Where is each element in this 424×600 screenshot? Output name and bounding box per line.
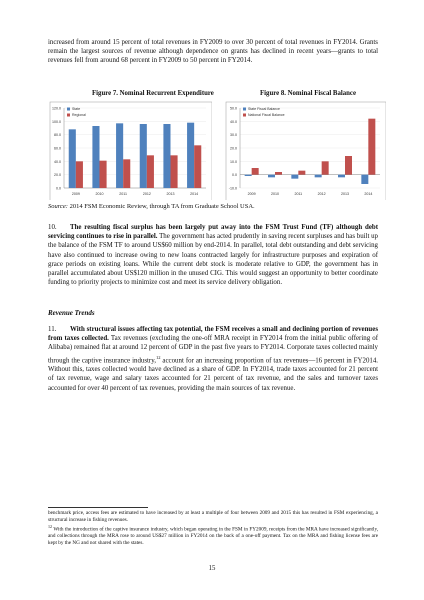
bar-2010-b [100,161,107,188]
bar-2013-a [338,175,345,178]
bar-2011-b [123,159,130,188]
bar-2012-a [140,124,147,188]
page-number: 15 [208,565,216,572]
figure-source [48,203,255,210]
y-tick-label: 0.0 [232,173,237,178]
y-tick-label: 20.0 [230,146,237,151]
x-tick-label: 2014 [190,192,199,196]
footnote-12 [48,524,378,547]
bar-2009-b [76,161,83,188]
paragraph-number: 10. [48,224,57,231]
footnote-number: 12 [48,523,52,529]
figure-7-chart [40,100,212,200]
bar-2011-a [116,123,123,188]
bar-2010-a [268,175,275,178]
x-tick-label: 2014 [364,192,373,196]
y-tick-label: 80.0 [54,133,61,138]
x-tick-label: 2013 [341,192,349,196]
x-tick-label: 2012 [142,192,151,196]
legend-swatch [243,108,246,111]
paragraph-lead: With structural issues affecting tax potential, the FSM receives a small and declining portion of revenues from taxes collected. [48,326,378,343]
y-tick-label: 60.0 [54,146,61,151]
bar-2013-a [163,124,170,188]
bar-2011-a [291,175,298,179]
y-tick-label: 10.0 [230,159,237,164]
y-tick-label: -10.0 [228,186,237,191]
bar-2013-b [345,156,352,175]
x-tick-label: 2013 [166,192,175,196]
bar-2012-b [147,155,154,188]
y-tick-label: 40.0 [230,119,237,124]
legend-label: National Fiscal Balance [248,113,285,117]
y-tick-label: 0.0 [56,186,61,191]
figure-7-caption: Figure 7. Nominal Recurrent Expenditure [92,90,214,97]
bar-2010-b [275,172,282,175]
y-tick-label: 120.0 [52,106,61,111]
legend-swatch [67,114,70,117]
y-tick-label: 100.0 [52,119,61,124]
footnote-text: With the introduction of the captive insurance industry, which began operating in the FSM in FY2009, receipts from the MRA have increased significantly, and collections through the MRA rose to around US$27 million in FY2014 on the back of a one-off payment. Tax on the MRA and fishing license fees are kept by the NG and not shared with the states. [48,526,378,546]
bar-2014-a [361,175,368,184]
bar-2014-a [187,123,194,188]
legend-label: State Fiscal Balance [248,107,280,111]
bar-2014-b [368,119,375,175]
bar-2009-a [69,129,76,188]
footnote-ref[interactable]: 12 [155,354,161,360]
intro-paragraph: increased from around 15 percent of total revenues in FY2009 to over 30 percent of total revenues in FY2014. Grants remain the largest sources of revenue although dependence on grants has declined in recent years—grants to total revenues fell from around 68 percent in FY2009 to 50 percent in FY2014. [48,39,378,65]
y-tick-label: 20.0 [54,173,61,178]
bar-2014-b [194,145,201,188]
section-heading: Revenue Trends [48,309,95,317]
legend-label: State [72,107,81,111]
footnote-separator [48,507,148,508]
y-tick-label: 40.0 [54,159,61,164]
paragraph-body: Tax revenues (excluding the one-off MRA receipt in FY2014 from the initial public offering of Alibaba) remained flat at around 12 percent of GDP in the past five years to FY2014. Corporate taxes collected mainly through the captive insurance industry, [48,335,378,364]
bar-2009-b [252,168,259,175]
x-tick-label: 2009 [247,192,256,196]
footnotes [48,510,378,547]
paragraph-number: 11. [48,326,57,333]
bar-2009-a [245,175,252,176]
legend-swatch [243,114,246,117]
x-tick-label: 2011 [294,192,303,196]
bar-2012-b [322,161,329,174]
x-tick-label: 2011 [119,192,128,196]
figure-8-caption: Figure 8. Nominal Fiscal Balance [260,90,356,97]
x-tick-label: 2012 [317,192,326,196]
y-tick-label: 30.0 [230,133,237,138]
source-text: 2014 FSM Economic Review, through TA from Graduate School USA. [67,203,255,210]
y-tick-label: 50.0 [230,106,237,111]
footnote-continued: benchmark price, access fees are estimated to have increased by at least a multiple of four between 2009 and 2015 this has resulted in FSM experiencing, a structural increase in fishing revenues. [48,510,378,523]
paragraph-10 [48,223,378,287]
x-tick-label: 2009 [71,192,80,196]
source-label: Source: [48,203,68,210]
x-tick-label: 2010 [95,192,104,196]
paragraph-body-cont: account for an increasing proportion of tax revenues—16 percent in FY2014. Without this, taxes collected would have declined as a share of GDP. In FY2014, trade taxes accounted for 21 percent of tax revenue, wage and salary taxes accounted for 21 percent of tax revenue, and the sales and turnover taxes accounted for over 40 percent of tax revenues, providing the main sources of tax revenue. [48,356,378,392]
legend-swatch [67,108,70,111]
paragraph-lead: The resulting fiscal surplus has been largely put away into the FSM Trust Fund (TF) although debt servicing continues to rise in parallel. [48,224,378,241]
paragraph-11 [48,325,378,393]
bar-2011-b [298,171,305,175]
legend-label: Regional [72,113,86,117]
bar-2010-a [92,126,99,188]
x-tick-label: 2010 [271,192,279,196]
bar-2013-b [171,155,178,188]
bar-2012-a [315,175,322,178]
figure-8-chart [218,100,386,200]
paragraph-body: The government has acted prudently in saving recent surpluses and has built up the balance of the FSM TF to around US$60 million by end-2014. In parallel, total debt outstanding and debt servicing have also continued to increase owing to new loans contracted largely for infrastructure purposes and expiration of grace periods on existing loans. While the current debt stock is moderate relative to GDP, the government has in parallel accumulated about US$120 million in the unused CIG. This would suggest an opportunity to better coordinate funding to priority projects to minimize cost and meet its service delivery obligation. [48,233,378,287]
